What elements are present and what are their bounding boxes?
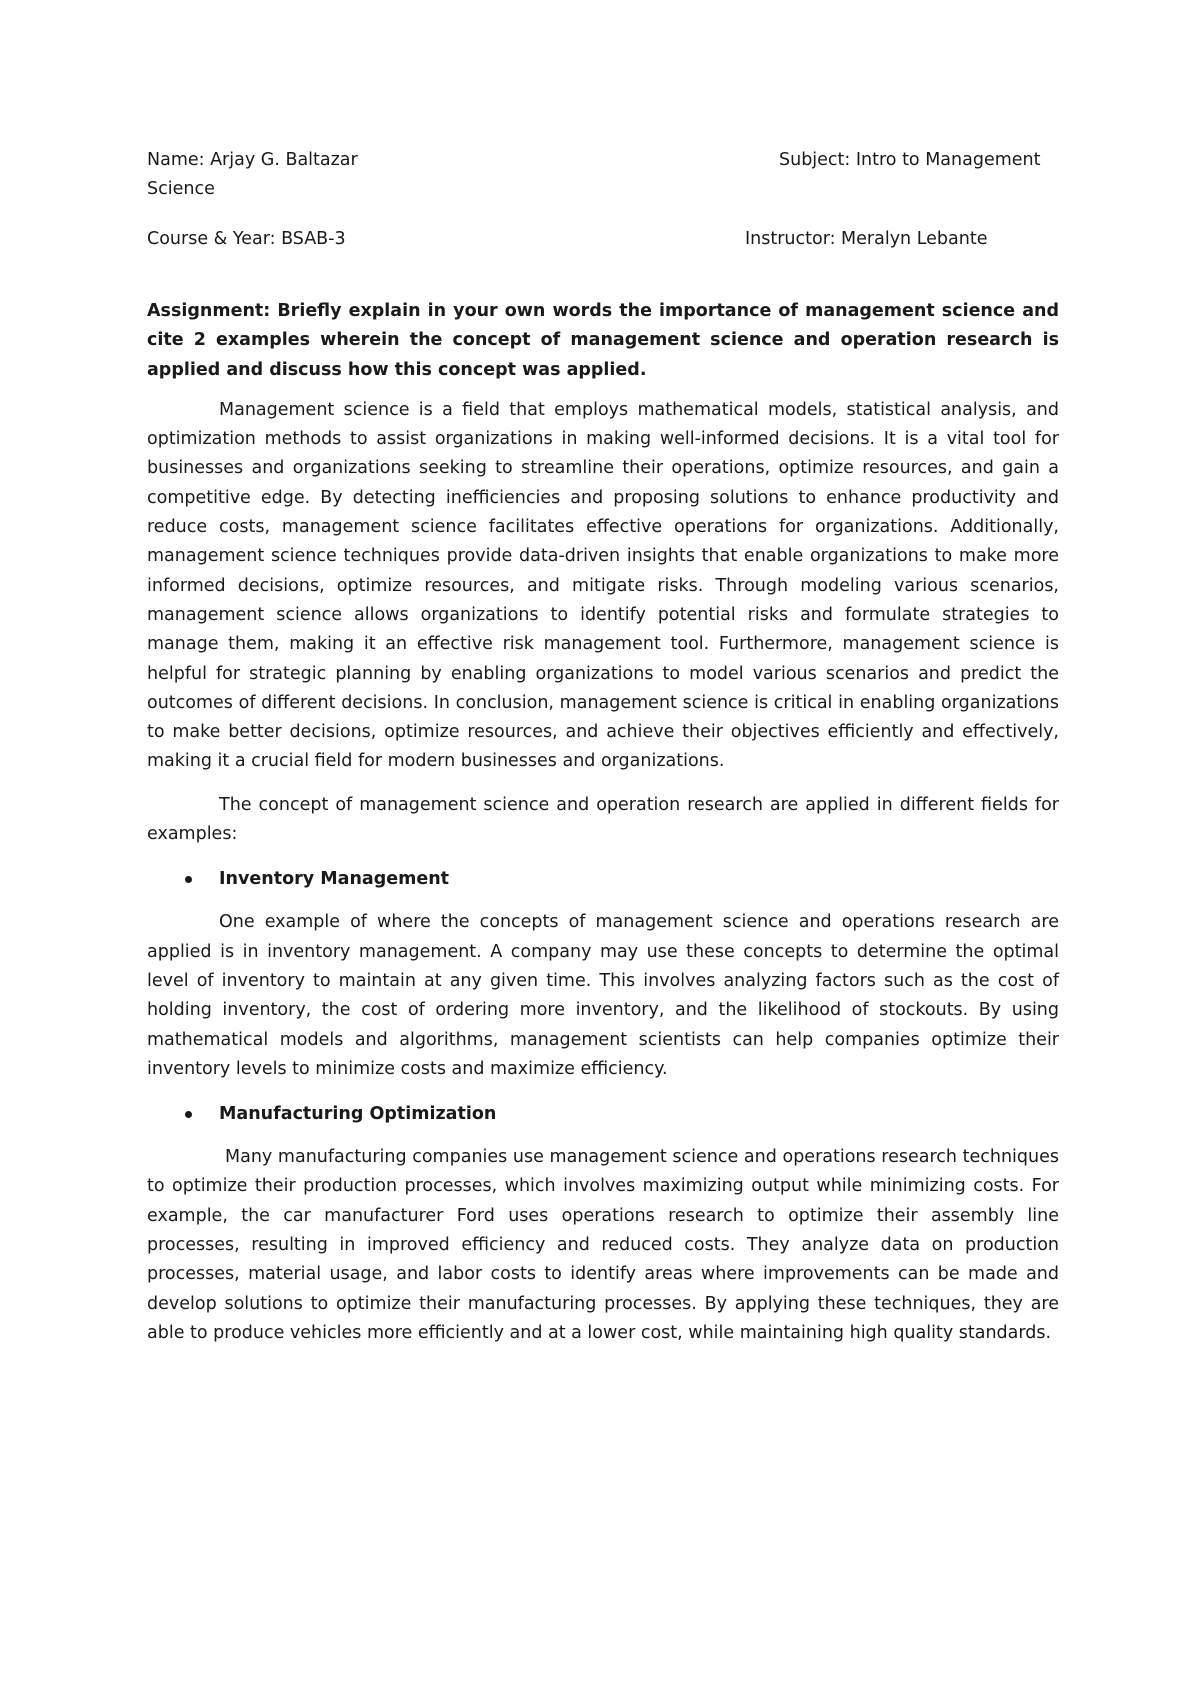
instructor-name: Instructor: Meralyn Lebante [745, 229, 988, 249]
inventory-paragraph: One example of where the concepts of management science and operations research are applied is in inventory management. A company may use these concepts to determine the optimal level of inventory to maintain at any given time. This involves analyzing factors such as the cost of holding inventory, the cost of ordering more inventory, and the likelihood of stockouts. By using mathematical models and algorithms, management scientists can help companies optimize their inventory levels to minimize costs and maximize efficiency. [147, 912, 1059, 1079]
importance-paragraph: Management science is a field that employs mathematical models, statistical analysis, and optimization methods to assist organizations in making well-informed decisions. It is a vital tool for businesses and organizations seeking to streamline their operations, optimize resources, and gain a competitive edge. By detecting inefficiencies and proposing solutions to enhance productivity and reduce costs, management science facilitates effective operations for organizations. Additionally, management science techniques provide data-driven insights that enable organizations to make more informed decisions, optimize resources, and mitigate risks. Through modeling various scenarios, management science allows organizations to identify potential risks and formulate strategies to manage them, making it an effective risk management tool. Furthermore, management science is helpful for strategic planning by enabling organizations to model various scenarios and predict the outcomes of different decisions. In conclusion, management science is critical in enabling organizations to make better decisions, optimize resources, and achieve their objectives efficiently and effectively, making it a crucial field for modern businesses and organizations. [147, 399, 1059, 772]
student-name: Name: Arjay G. Baltazar [147, 150, 358, 170]
document-body [147, 146, 1059, 1348]
header-row-1 [147, 146, 1059, 175]
course-year: Course & Year: BSAB-3 [147, 229, 346, 249]
bullet-manufacturing-optimization [147, 1100, 1059, 1129]
manufacturing-paragraph: Many manufacturing companies use management science and operations research techniques to optimize their production processes, which involves maximizing output while minimizing costs. For example, the car manufacturer Ford uses operations research to optimize their assembly line processes, resulting in improved efficiency and reduced costs. They analyze data on production processes, material usage, and labor costs to identify areas where improvements can be made and develop solutions to optimize their manufacturing processes. By applying these techniques, they are able to produce vehicles more efficiently and at a lower cost, while maintaining high quality standards. [147, 1147, 1059, 1343]
examples-intro-paragraph: The concept of management science and operation research are applied in different fields for examples: [147, 794, 1059, 845]
bullet-inventory-title: Inventory Management [219, 869, 450, 890]
bullet-icon [185, 1111, 192, 1118]
bullet-manufacturing-title: Manufacturing Optimization [219, 1104, 497, 1125]
bullet-inventory-management [147, 865, 1059, 894]
subject-wrap-text: Science [147, 179, 215, 199]
header-row-2 [147, 225, 1059, 254]
bullet-icon [185, 876, 192, 883]
subject-label: Subject: Intro to Management [779, 150, 1041, 170]
assignment-prompt: Assignment: Briefly explain in your own words the importance of management science and cite 2 examples wherein the concept of management science and operation research is applied and discuss how this concept was applied. [147, 301, 1059, 380]
